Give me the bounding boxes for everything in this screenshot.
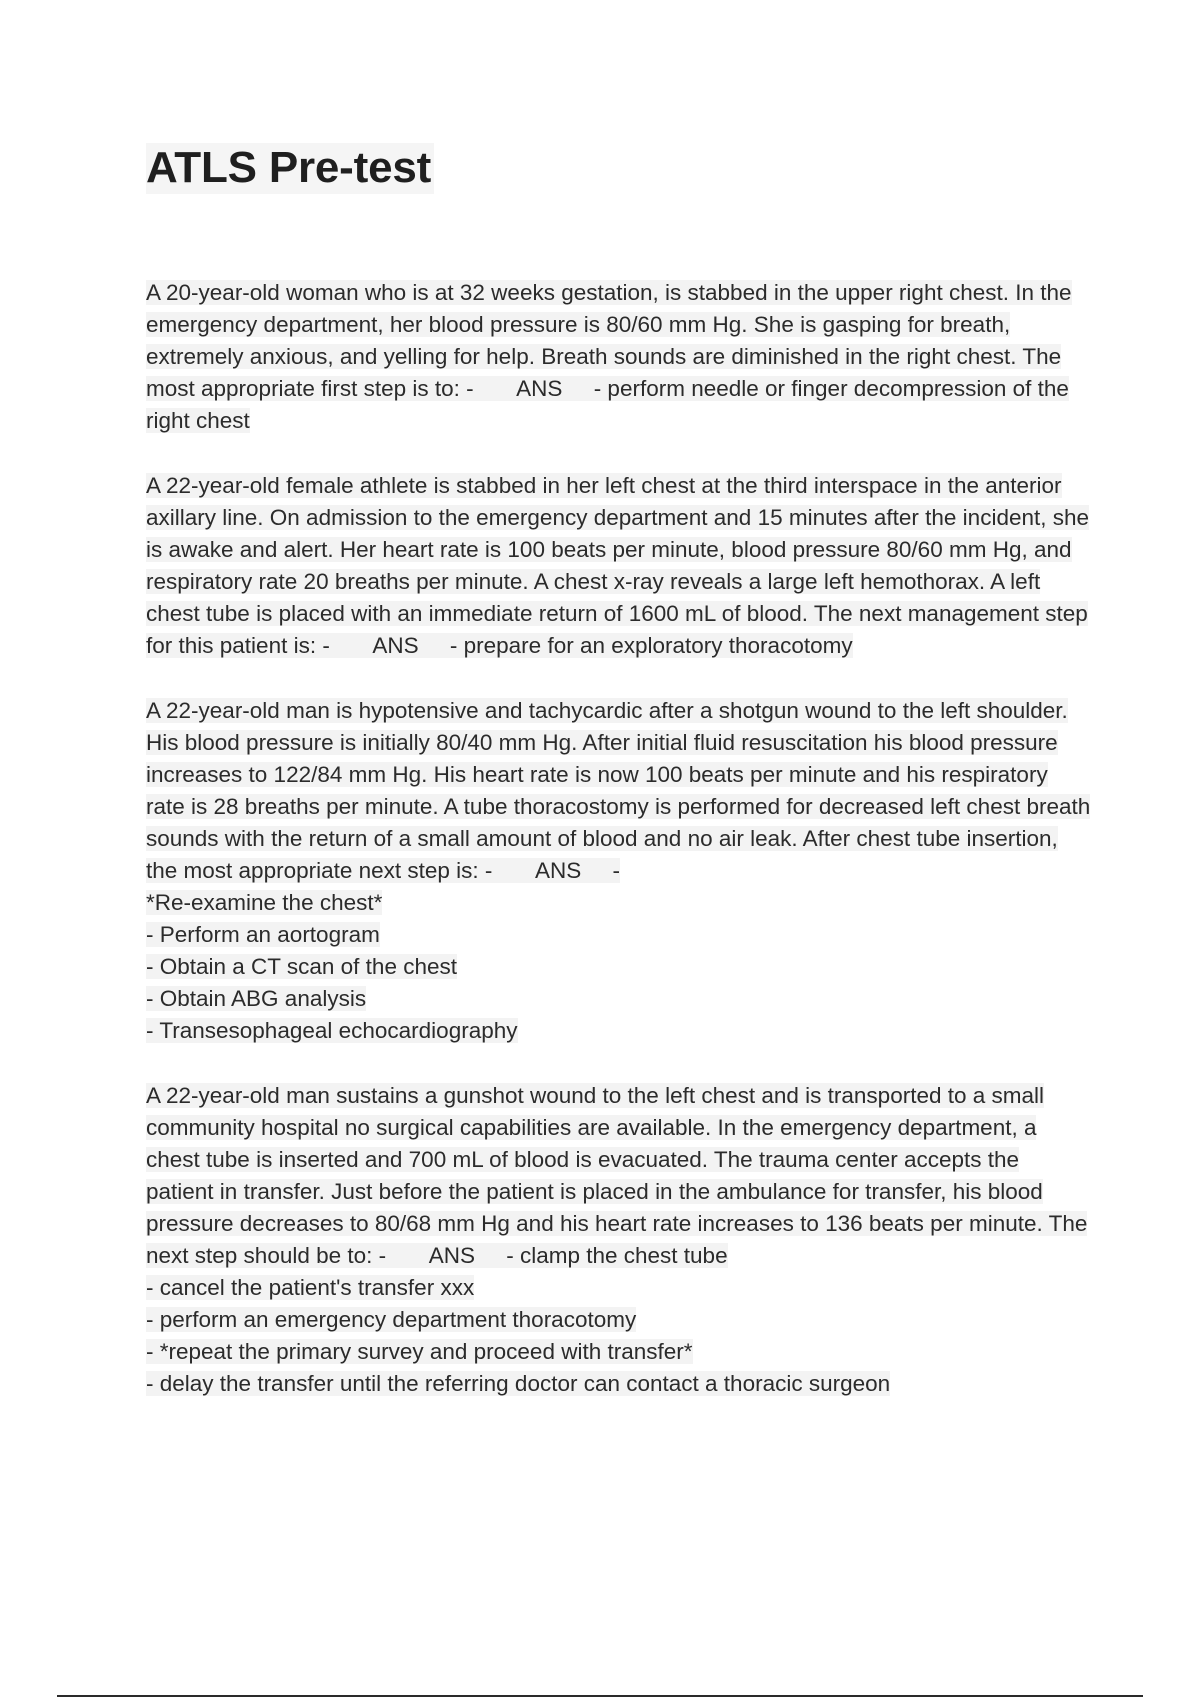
question-1: [146, 277, 1091, 437]
answer-label: ANS: [534, 858, 582, 883]
question-stem: A 20-year-old woman who is at 32 weeks gestation, is stabbed in the upper right chest. In the emergency department, her blood pressure is 80/60 mm Hg. She is gasping for breath, extremely anxious, and yelling for help. Breath sounds are diminished in the right chest. The most appropriate first step is to: -: [146, 280, 1072, 401]
document-page: [146, 0, 1091, 1700]
question-3: [146, 695, 1091, 1047]
answer-text: - prepare for an exploratory thoracotomy: [449, 633, 853, 658]
answer-text: - perform needle or finger decompression of the right chest: [146, 376, 1069, 433]
question-4: [146, 1080, 1091, 1400]
footer-divider: [57, 1695, 1143, 1697]
answer-label: ANS: [516, 376, 563, 401]
question-stem: A 22-year-old man sustains a gunshot wound to the left chest and is transported to a small community hospital no surgical capabilities are available. In the emergency department, a chest tube is inserted and 700 mL of blood is evacuated. The trauma center accepts the patient in transfer. Just before the patient is placed in the ambulance for transfer, his blood pressure decreases to 80/68 mm Hg and his heart rate increases to 136 beats per minute. The next step should be to: -: [146, 1083, 1088, 1268]
answer-option: - Transesophageal echocardiography: [146, 1018, 518, 1043]
answer-option: - perform an emergency department thoracotomy: [146, 1307, 637, 1332]
answer-option: *Re-examine the chest*: [146, 890, 383, 915]
answer-text: - clamp the chest tube: [506, 1243, 728, 1268]
question-stem: A 22-year-old female athlete is stabbed in her left chest at the third interspace in the anterior axillary line. On admission to the emergency department and 15 minutes after the incident, she is awake and alert. Her heart rate is 100 beats per minute, blood pressure 80/60 mm Hg, and respiratory rate 20 breaths per minute. A chest x-ray reveals a large left hemothorax. A left chest tube is placed with an immediate return of 1600 mL of blood. The next management step for this patient is: -: [146, 473, 1090, 658]
answer-option: - Perform an aortogram: [146, 922, 380, 947]
answer-label: ANS: [372, 633, 419, 658]
page-title: ATLS Pre-test: [146, 143, 434, 194]
answer-text: -: [612, 858, 620, 883]
answer-option: - delay the transfer until the referring doctor can contact a thoracic surgeon: [146, 1371, 891, 1396]
answer-option: - *repeat the primary survey and proceed with transfer*: [146, 1339, 693, 1364]
answer-option: - cancel the patient's transfer xxx: [146, 1275, 475, 1300]
answer-option: - Obtain ABG analysis: [146, 986, 367, 1011]
answer-option: - Obtain a CT scan of the chest: [146, 954, 457, 979]
answer-label: ANS: [428, 1243, 475, 1268]
question-2: [146, 470, 1091, 662]
question-list: [146, 277, 1091, 1433]
question-stem: A 22-year-old man is hypotensive and tachycardic after a shotgun wound to the left shoulder. His blood pressure is initially 80/40 mm Hg. After initial fluid resuscitation his blood pressure increases to 122/84 mm Hg. His heart rate is now 100 beats per minute and his respiratory rate is 28 breaths per minute. A tube thoracostomy is performed for decreased left chest breath sounds with the return of a small amount of blood and no air leak. After chest tube insertion, the most appropriate next step is: -: [146, 698, 1091, 883]
